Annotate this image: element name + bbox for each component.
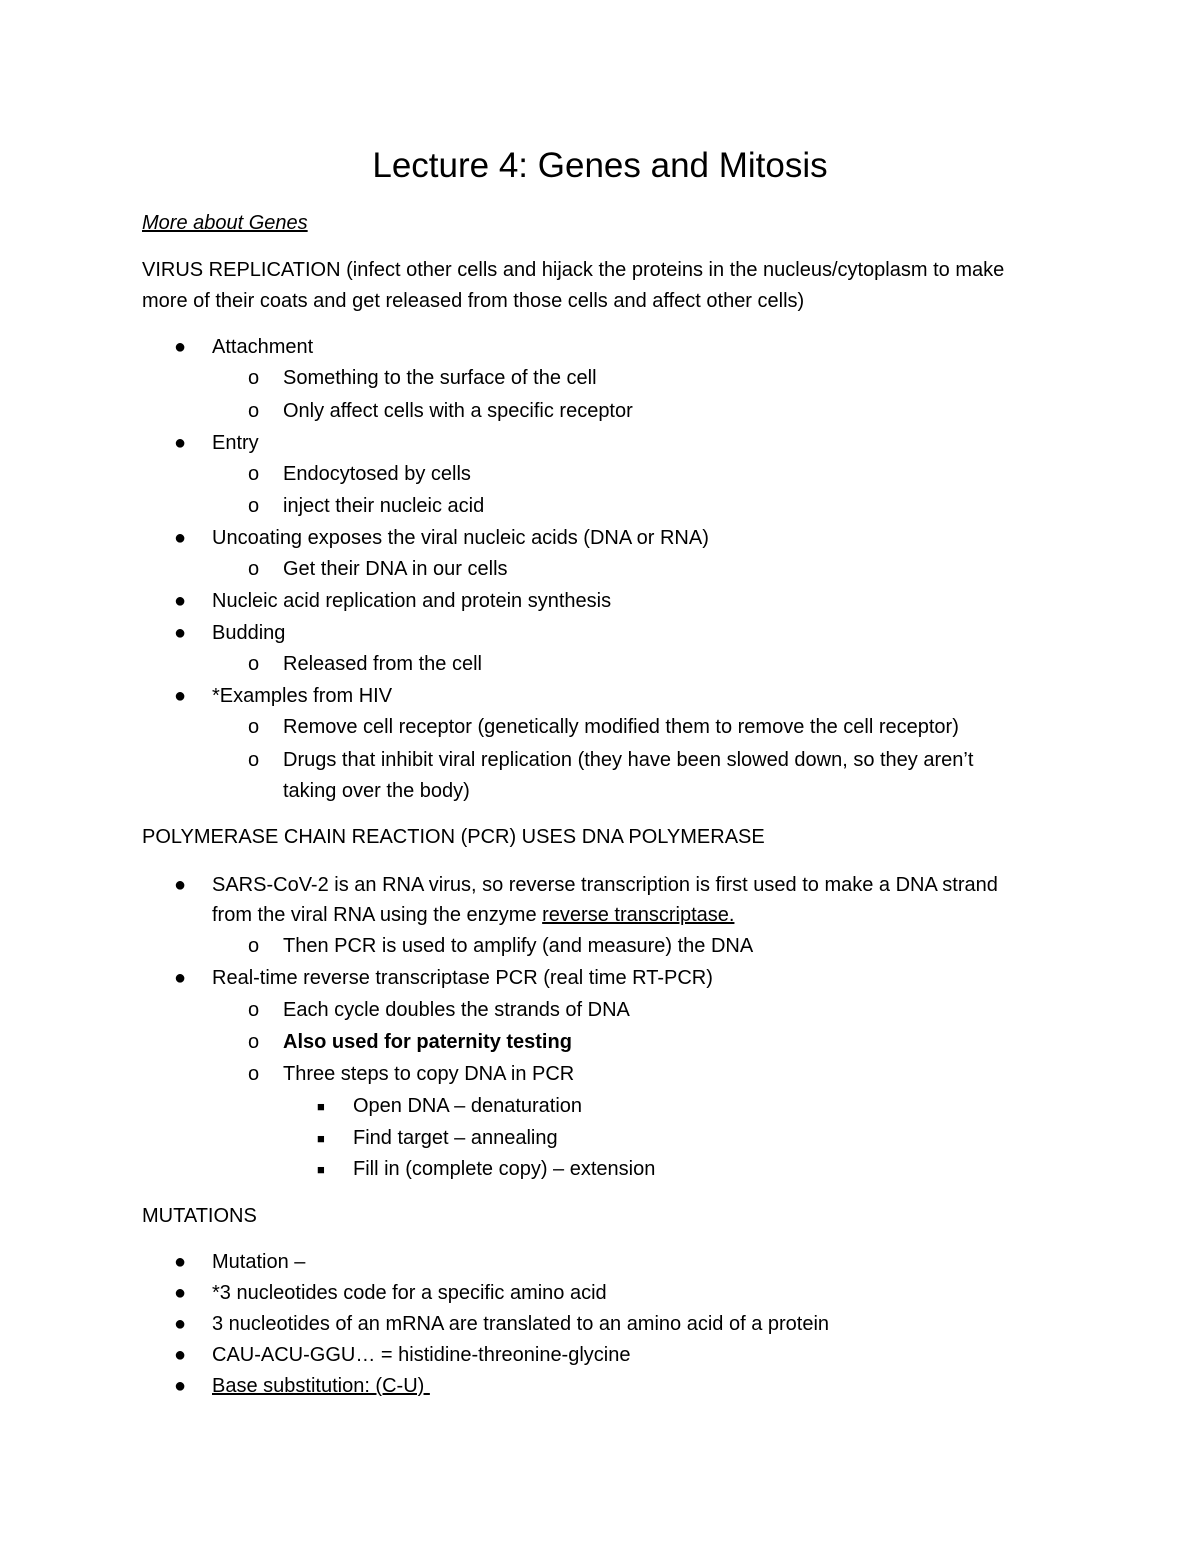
- sub-bullet-icon: o: [248, 367, 260, 389]
- sub-list-item: inject their nucleic acid: [283, 495, 485, 517]
- step-item: Find target – annealing: [353, 1127, 558, 1149]
- bullet-icon: ●: [174, 685, 187, 707]
- bullet-icon: ●: [174, 622, 187, 644]
- reverse-transcriptase-term: reverse transcriptase.: [542, 904, 735, 926]
- sub-bullet-icon: o: [248, 1063, 260, 1085]
- list-item: SARS-CoV-2 is an RNA virus, so reverse transcription is first used to make a DNA strand: [212, 874, 998, 896]
- section-subheading: More about Genes: [142, 212, 308, 234]
- bullet-icon: ●: [174, 874, 187, 896]
- sub-bullet-icon: o: [248, 558, 260, 580]
- sub-list-item: Get their DNA in our cells: [283, 558, 508, 580]
- square-bullet-icon: ■: [317, 1162, 325, 1177]
- sub-bullet-icon: o: [248, 463, 260, 485]
- list-item: Attachment: [212, 336, 314, 358]
- bullet-icon: ●: [174, 1375, 187, 1397]
- sub-list-item: Also used for paternity testing: [283, 1031, 572, 1053]
- bullet-icon: ●: [174, 1251, 187, 1273]
- sub-list-item: Remove cell receptor (genetically modified them to remove the cell receptor): [283, 716, 959, 738]
- sub-bullet-icon: o: [248, 1031, 260, 1053]
- list-item: Entry: [212, 432, 259, 454]
- bullet-icon: ●: [174, 590, 187, 612]
- sub-bullet-icon: o: [248, 749, 260, 771]
- sub-list-item: Drugs that inhibit viral replication (they have been slowed down, so they aren’t: [283, 749, 974, 771]
- sub-list-item: Three steps to copy DNA in PCR: [283, 1063, 575, 1085]
- bullet-icon: ●: [174, 1344, 187, 1366]
- page-title: Lecture 4: Genes and Mitosis: [372, 146, 828, 185]
- sub-bullet-icon: o: [248, 935, 260, 957]
- sub-list-item: Released from the cell: [283, 653, 482, 675]
- list-item: Nucleic acid replication and protein synthesis: [212, 590, 612, 612]
- bullet-icon: ●: [174, 527, 187, 549]
- bullet-icon: ●: [174, 1282, 187, 1304]
- step-item: Open DNA – denaturation: [353, 1095, 583, 1117]
- virus-heading-line1: VIRUS REPLICATION (infect other cells and hijack the proteins in the nucleus/cytoplasm to make: [142, 259, 1005, 281]
- sub-list-item: Then PCR is used to amplify (and measure) the DNA: [283, 935, 754, 957]
- bullet-icon: ●: [174, 336, 187, 358]
- square-bullet-icon: ■: [317, 1099, 325, 1114]
- square-bullet-icon: ■: [317, 1131, 325, 1146]
- sub-bullet-icon: o: [248, 716, 260, 738]
- sub-bullet-icon: o: [248, 400, 260, 422]
- list-item: 3 nucleotides of an mRNA are translated to an amino acid of a protein: [212, 1313, 830, 1335]
- step-item: Fill in (complete copy) – extension: [353, 1158, 656, 1180]
- sars-text: from the viral RNA using the enzyme: [212, 904, 543, 926]
- bullet-icon: ●: [174, 432, 187, 454]
- list-item: Budding: [212, 622, 286, 644]
- list-item: *Examples from HIV: [212, 685, 393, 707]
- sub-list-item: Each cycle doubles the strands of DNA: [283, 999, 630, 1021]
- mutations-heading: MUTATIONS: [142, 1205, 257, 1227]
- pcr-heading: POLYMERASE CHAIN REACTION (PCR) USES DNA POLYMERASE: [142, 826, 765, 848]
- list-item-continuation: [212, 900, 734, 931]
- list-item: Uncoating exposes the viral nucleic acids (DNA or RNA): [212, 527, 709, 549]
- sub-list-item: Endocytosed by cells: [283, 463, 471, 485]
- sub-list-item: Only affect cells with a specific receptor: [283, 400, 633, 422]
- bullet-icon: ●: [174, 1313, 187, 1335]
- sub-bullet-icon: o: [248, 999, 260, 1021]
- sub-list-item-continuation: taking over the body): [283, 780, 470, 802]
- bullet-icon: ●: [174, 967, 187, 989]
- list-item: *3 nucleotides code for a specific amino acid: [212, 1282, 607, 1304]
- list-item: Mutation –: [212, 1251, 306, 1273]
- sub-bullet-icon: o: [248, 495, 260, 517]
- list-item: Base substitution: (C-U): [212, 1375, 430, 1397]
- virus-heading-line2: more of their coats and get released from those cells and affect other cells): [142, 290, 805, 312]
- list-item: CAU-ACU-GGU… = histidine-threonine-glycine: [212, 1344, 631, 1366]
- sub-list-item: Something to the surface of the cell: [283, 367, 597, 389]
- list-item: Real-time reverse transcriptase PCR (real time RT-PCR): [212, 967, 713, 989]
- sub-bullet-icon: o: [248, 653, 260, 675]
